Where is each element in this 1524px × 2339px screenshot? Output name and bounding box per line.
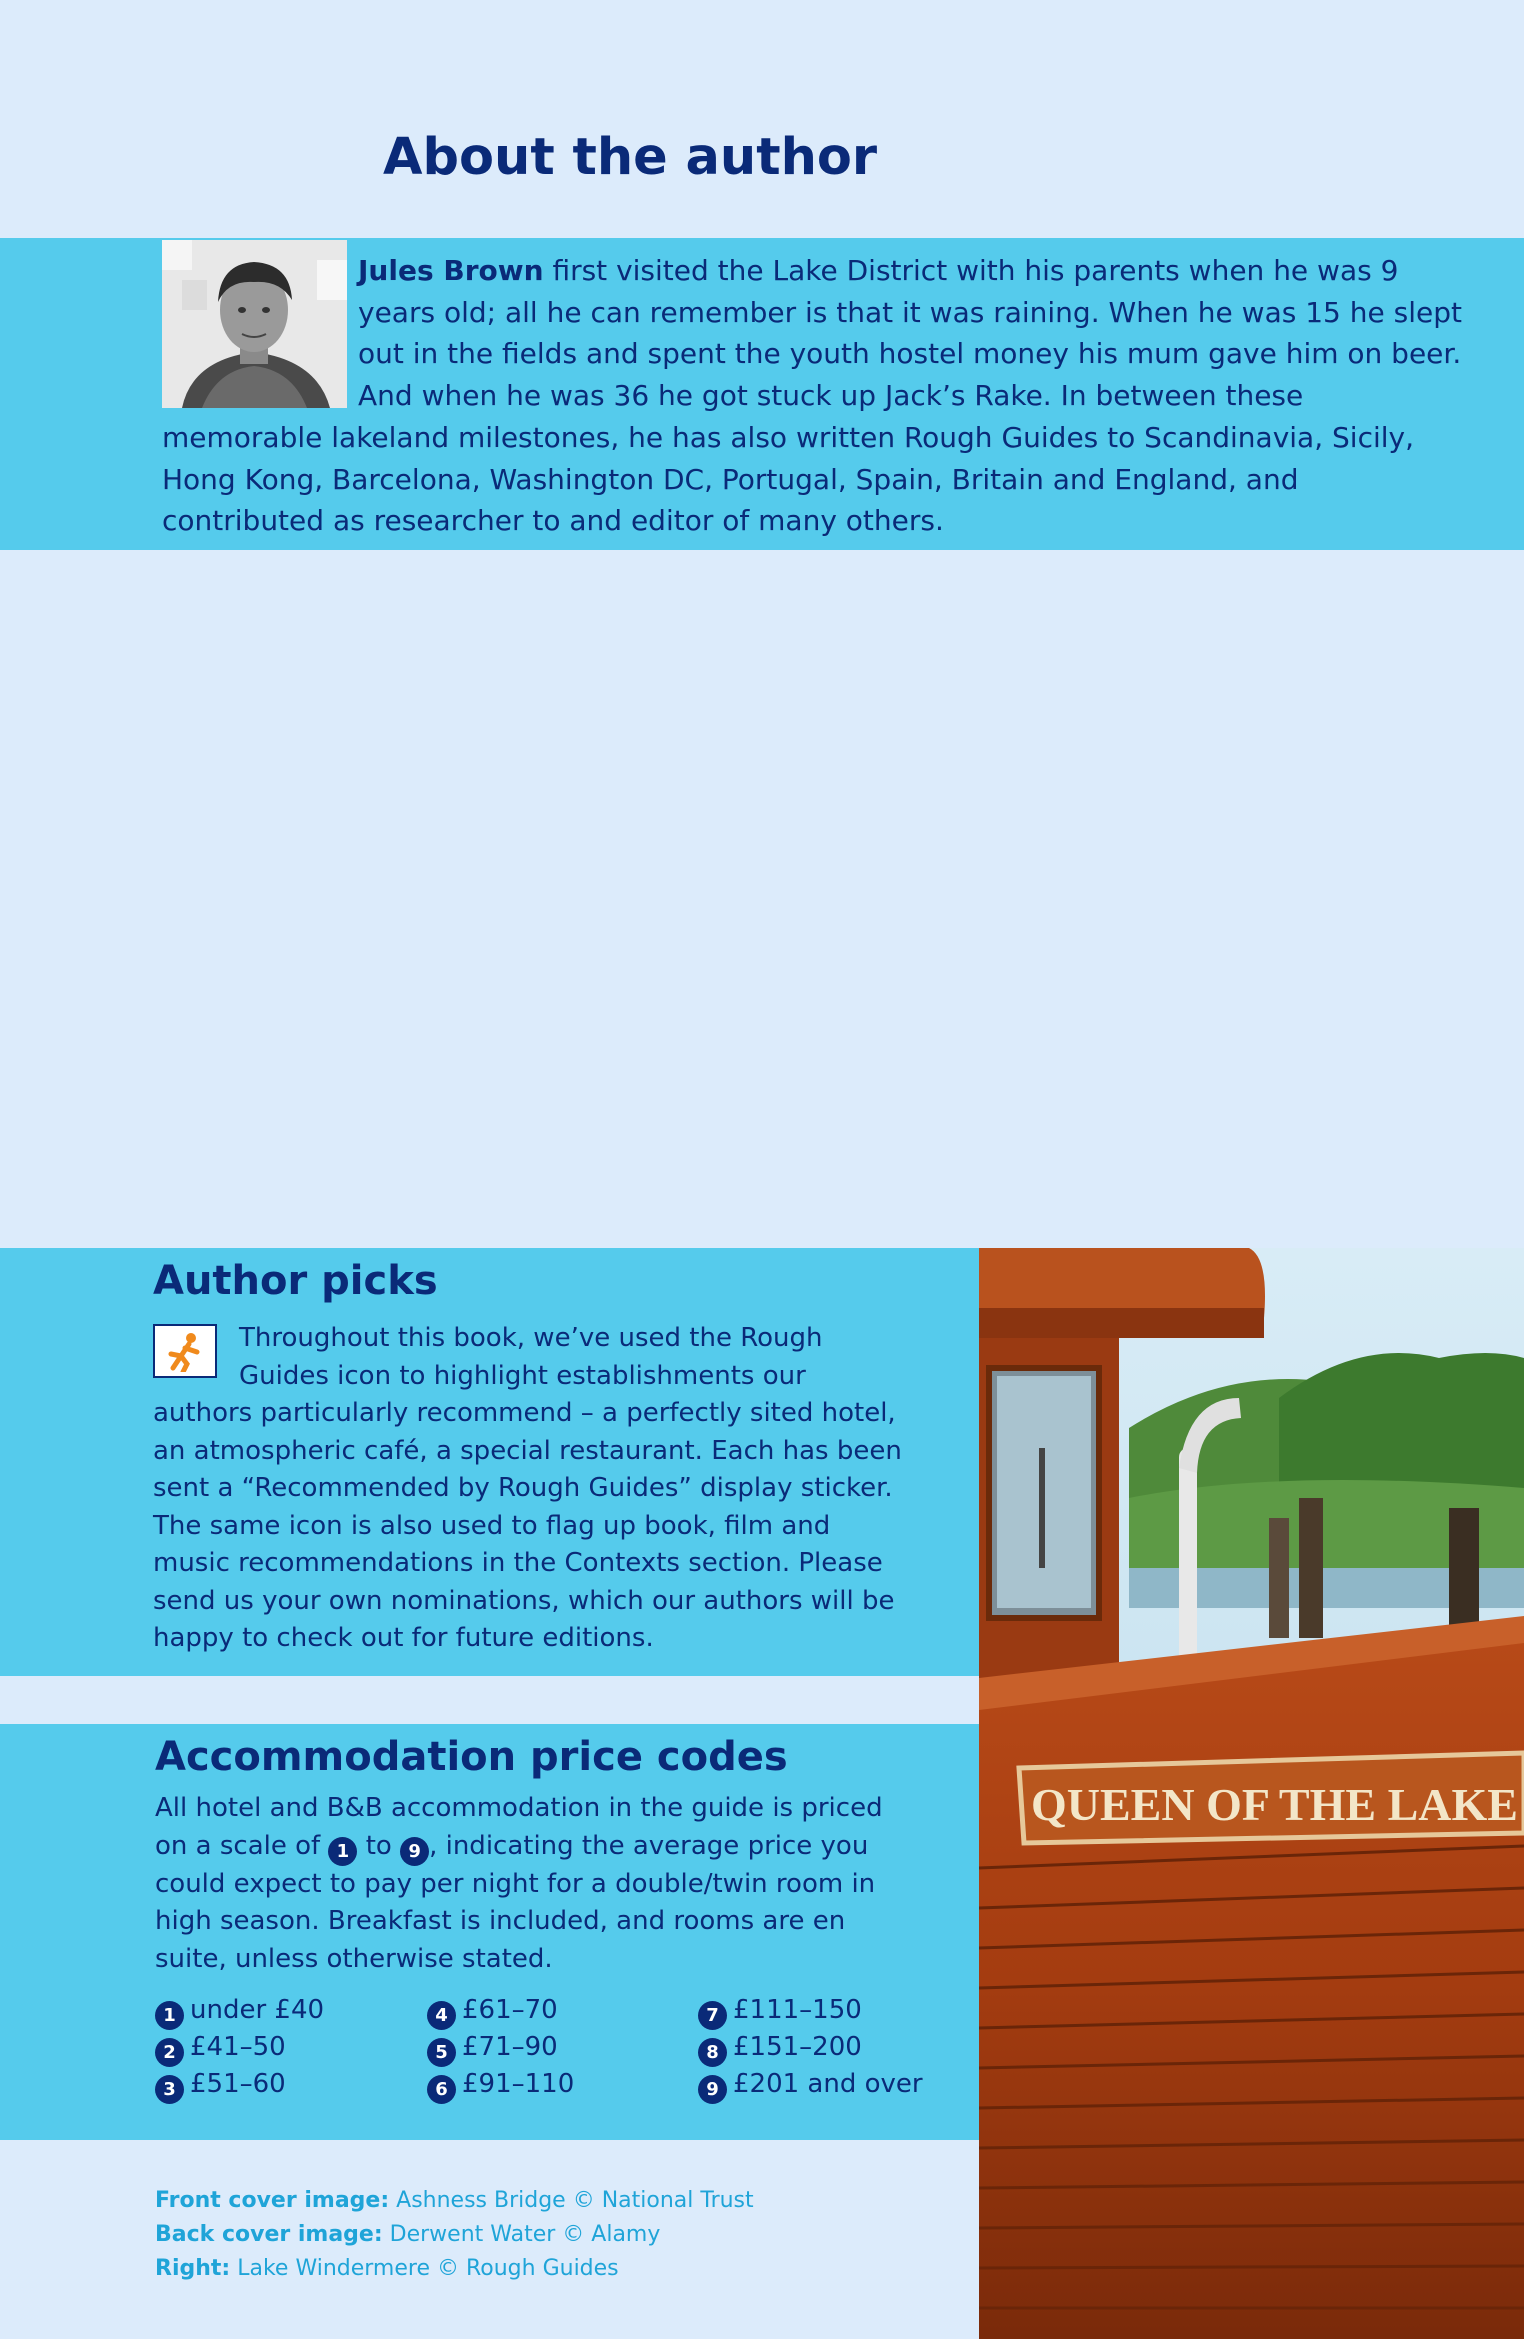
credit-line xyxy=(155,2184,754,2218)
price-code-badge: 7 xyxy=(698,2001,727,2030)
price-codes-intro xyxy=(155,1790,915,1978)
price-intro-to: to xyxy=(357,1830,401,1861)
price-code-item xyxy=(155,1992,324,2030)
price-code-badge: 5 xyxy=(427,2038,456,2067)
price-code-badge: 6 xyxy=(427,2075,456,2104)
page-title: About the author xyxy=(383,128,878,187)
price-code-badge: 4 xyxy=(427,2001,456,2030)
price-code-badge: 8 xyxy=(698,2038,727,2067)
price-code-item xyxy=(427,2029,558,2067)
scale-end-badge: 9 xyxy=(400,1837,429,1866)
price-code-item xyxy=(698,1992,862,2030)
rough-guides-recommended-icon xyxy=(153,1324,217,1378)
price-code-item xyxy=(698,2029,862,2067)
price-code-label: £111–150 xyxy=(733,1995,862,2025)
credit-value: Lake Windermere © Rough Guides xyxy=(237,2256,619,2281)
price-code-item xyxy=(427,1992,558,2030)
credit-label: Back cover image: xyxy=(155,2222,383,2247)
price-code-label: £201 and over xyxy=(733,2069,923,2099)
author-picks-body: Throughout this book, we’ve used the Rough Guides icon to highlight establishments our authors particularly recommend – a perfectly sited hotel, an atmospheric café, a special restaurant. Each has been sent a “Recommended by Rough Guides” display sticker. The same icon is also used to flag up book, film and music recommendations in the Contexts section. Please send us your own nominations, which our authors will be happy to check out for future editions. xyxy=(153,1323,902,1653)
author-bio-text: first visited the Lake District with his parents when he was 9 years old; all he can remember is that it was raining. When he was 15 he slept out in the fields and spent the youth hostel money his mum gave him on beer. And when he was 36 he got stuck up Jack’s Rake. In between these memorable lakeland milestones, he has also written Rough Guides to Scandinavia, Sicily, Hong Kong, Barcelona, Washington DC, Portugal, Spain, Britain and England, and contributed as researcher to and editor of many others. xyxy=(162,254,1462,538)
price-code-item xyxy=(155,2029,286,2067)
credit-label: Front cover image: xyxy=(155,2188,390,2213)
boat-sign-text: QUEEN OF THE LAKE xyxy=(1031,1779,1518,1830)
credit-line xyxy=(155,2218,754,2252)
price-code-label: £71–90 xyxy=(462,2032,558,2062)
price-code-badge: 3 xyxy=(155,2075,184,2104)
price-code-label: £51–60 xyxy=(190,2069,286,2099)
image-credits xyxy=(155,2184,754,2286)
price-code-label: £61–70 xyxy=(462,1995,558,2025)
author-bio xyxy=(162,250,1462,542)
price-code-label: £91–110 xyxy=(462,2069,575,2099)
lake-windermere-photo xyxy=(979,1248,1524,2339)
price-intro-text-2: , indicating the average price you could expect to pay per night for a double/twin room in high season. Breakfast is included, and rooms are en suite, unless otherwise stated. xyxy=(155,1830,876,1974)
price-code-item xyxy=(155,2066,286,2104)
price-code-badge: 1 xyxy=(155,2001,184,2030)
credit-value: Ashness Bridge © National Trust xyxy=(396,2188,754,2213)
price-code-badge: 2 xyxy=(155,2038,184,2067)
price-codes-title: Accommodation price codes xyxy=(155,1734,788,1780)
credit-line xyxy=(155,2252,754,2286)
credit-value: Derwent Water © Alamy xyxy=(389,2222,661,2247)
price-intro-text: All hotel and B&B accommodation in the guide is priced on a scale of xyxy=(155,1793,883,1861)
price-code-label: under £40 xyxy=(190,1995,325,2025)
credit-label: Right: xyxy=(155,2256,231,2281)
price-code-label: £41–50 xyxy=(190,2032,286,2062)
author-name: Jules Brown xyxy=(358,254,544,287)
author-picks-text xyxy=(153,1320,913,1658)
author-picks-title: Author picks xyxy=(153,1258,438,1304)
price-code-item xyxy=(427,2066,574,2104)
price-code-badge: 9 xyxy=(698,2075,727,2104)
scale-start-badge: 1 xyxy=(328,1837,357,1866)
price-code-item xyxy=(698,2066,923,2104)
price-code-label: £151–200 xyxy=(733,2032,862,2062)
